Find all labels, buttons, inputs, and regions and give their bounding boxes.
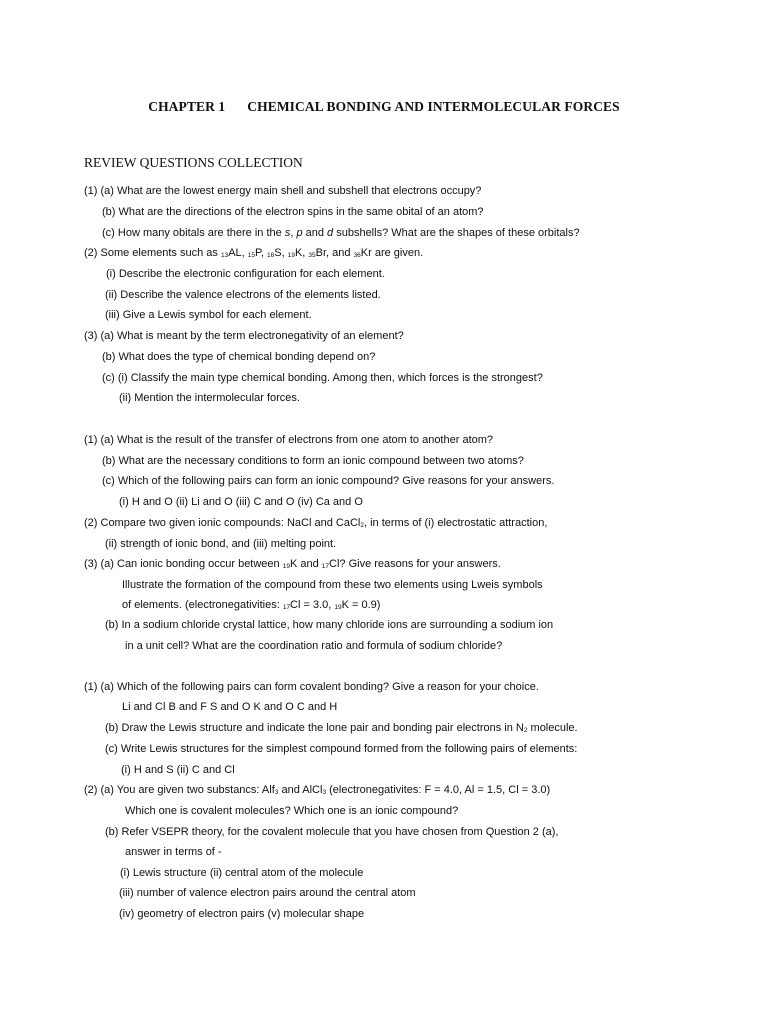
question-line: (b) What are the directions of the electron spins in the same obital of an atom? — [102, 206, 484, 218]
question-line: Li and Cl B and F S and O K and O C and H — [122, 701, 338, 713]
question-line: (i) H and O (ii) Li and O (iii) C and O (iv) Ca and O — [119, 496, 363, 508]
question-line: Which one is covalent molecules? Which one is an ionic compound? — [125, 805, 459, 817]
question-line: (c) Which of the following pairs can form an ionic compound? Give reasons for your answers. — [102, 475, 555, 487]
question-line: (2) (a) You are given two substancs: Alf$_3$ and AlCl$_3$ (electronegativites: F = 4.0, Al = 1.5, Cl = 3.0) — [84, 784, 551, 796]
section-heading: REVIEW QUESTIONS COLLECTION — [84, 155, 303, 170]
question-line: (ii) strength of ionic bond, and (iii) melting point. — [105, 538, 337, 550]
question-line: (c) Write Lewis structures for the simplest compound formed from the following pairs of elements: — [105, 743, 578, 755]
question-line: of elements. (electronegativities: $_{17}$Cl = 3.0, $_{19}$K = 0.9) — [122, 599, 381, 611]
question-line: (b) In a sodium chloride crystal lattice, how many chloride ions are surrounding a sodium ion — [105, 619, 554, 631]
question-line: (2) Some elements such as $_{13}$AL, $_{15}$P, $_{16}$S, $_{19}$K, $_{35}$Br, and $_{36}$Kr are given. — [84, 247, 424, 259]
question-line: (1) (a) What is the result of the transfer of electrons from one atom to another atom? — [84, 434, 494, 446]
question-line: (i) H and S (ii) C and Cl — [121, 764, 235, 776]
question-line: (iv) geometry of electron pairs (v) molecular shape — [119, 908, 365, 920]
question-line: (1) (a) Which of the following pairs can form covalent bonding? Give a reason for your choice. — [84, 681, 539, 693]
question-line: (b) Refer VSEPR theory, for the covalent molecule that you have chosen from Question 2 (a), — [105, 826, 559, 838]
chapter-title: CHEMICAL BONDING AND INTERMOLECULAR FORCES — [247, 99, 620, 114]
question-line: (1) (a) What are the lowest energy main shell and subshell that electrons occupy? — [84, 185, 482, 197]
question-line: (3) (a) What is meant by the term electronegativity of an element? — [84, 330, 404, 342]
question-line: (i) Lewis structure (ii) central atom of the molecule — [120, 867, 364, 879]
question-line: (b) Draw the Lewis structure and indicate the lone pair and bonding pair electrons in $N_2$ molecule. — [105, 722, 578, 734]
question-line: (ii) Mention the intermolecular forces. — [119, 392, 300, 404]
question-line: (2) Compare two given ionic compounds: NaCl and CaCl$_2$, in terms of (i) electrostatic attraction, — [84, 517, 548, 529]
question-line: (3) (a) Can ionic bonding occur between $_{19}$K and $_{17}$Cl? Give reasons for your answers. — [84, 558, 501, 570]
question-line: (b) What does the type of chemical bonding depend on? — [102, 351, 376, 363]
question-line: (iii) Give a Lewis symbol for each element. — [105, 309, 312, 321]
question-line: in a unit cell? What are the coordination ratio and formula of sodium chloride? — [125, 640, 503, 652]
question-line: (b) What are the necessary conditions to form an ionic compound between two atoms? — [102, 455, 524, 467]
page-title — [0, 99, 768, 115]
question-line: answer in terms of - — [125, 846, 222, 858]
question-line: (i) Describe the electronic configuration for each element. — [106, 268, 385, 280]
question-line: (iii) number of valence electron pairs around the central atom — [119, 887, 416, 899]
question-line: Illustrate the formation of the compound from these two elements using Lweis symbols — [122, 579, 543, 591]
question-line: (ii) Describe the valence electrons of the elements listed. — [105, 289, 381, 301]
question-line: (c) (i) Classify the main type chemical bonding. Among then, which forces is the strongest? — [102, 372, 543, 384]
chapter-number: CHAPTER 1 — [148, 99, 226, 114]
question-line: (c) How many obitals are there in the s, p and d subshells? What are the shapes of these orbitals? — [102, 227, 580, 239]
